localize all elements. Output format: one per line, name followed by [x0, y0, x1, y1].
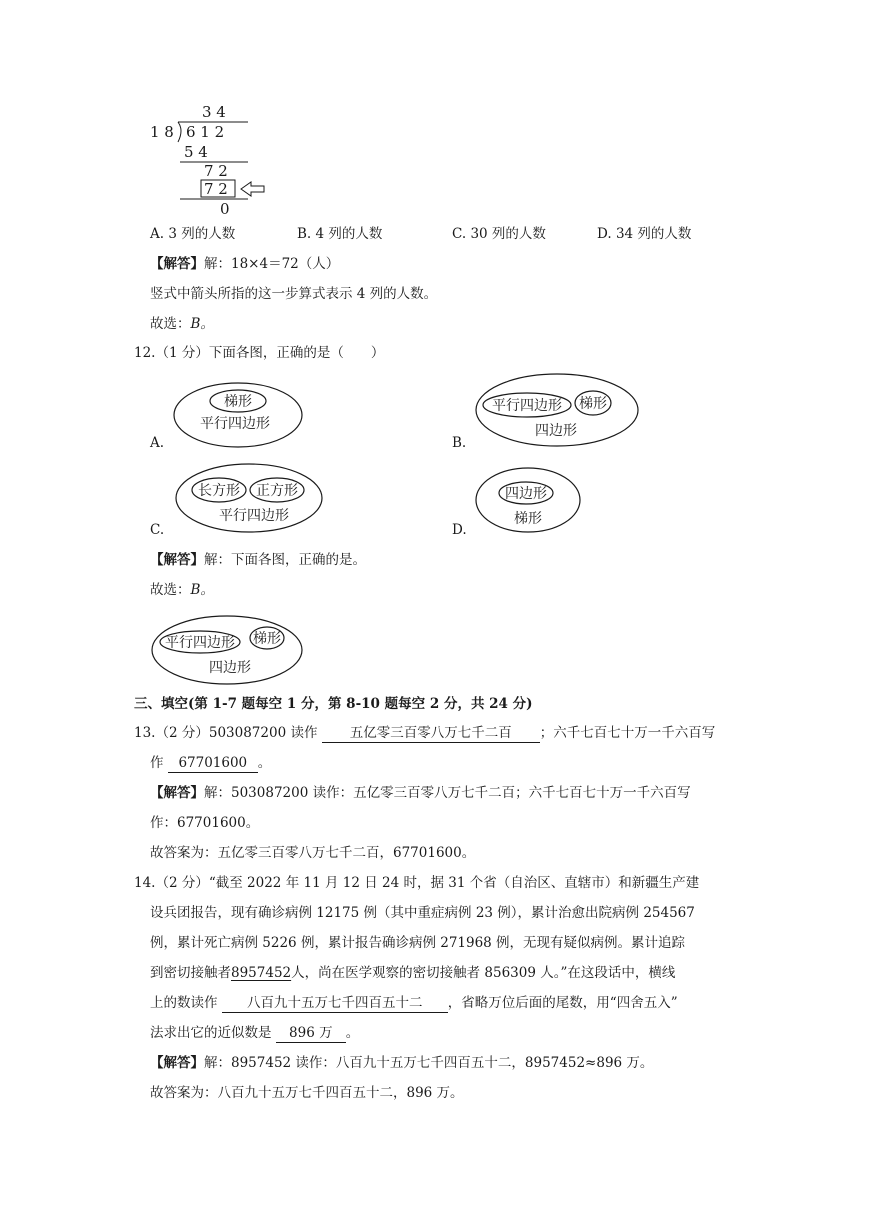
q14-text: 。 — [345, 1025, 360, 1041]
q12-option-a-letter: A. — [150, 435, 165, 451]
inner-label: 梯形 — [224, 394, 252, 410]
option-letter: A. — [150, 226, 165, 242]
outer-label: 梯形 — [514, 511, 542, 527]
option-text: 34 列的人数 — [615, 226, 692, 242]
q14-line6 — [150, 1023, 359, 1043]
q11-answer-line2: 竖式中箭头所指的这一步算式表示 4 列的人数。 — [150, 286, 438, 302]
q12-option-c-figure — [174, 462, 324, 534]
choice-value: B。 — [190, 316, 214, 332]
q13-text: 13.（2 分）503087200 读作 — [134, 725, 318, 741]
q14-line4 — [150, 963, 675, 983]
outer-label: 平行四边形 — [219, 508, 289, 524]
q12-option-b-figure — [474, 372, 640, 448]
outer-ellipse — [174, 383, 302, 447]
q13-text: ；六千七百七十万一千六百写 — [539, 725, 716, 741]
q12-option-d-letter: D. — [452, 522, 467, 538]
long-division-figure — [140, 100, 280, 220]
division-step3: 7 2 — [204, 180, 228, 198]
q13-answer-line2: 作：67701600。 — [150, 815, 260, 831]
q14-answer — [150, 1053, 653, 1073]
choice-value: B。 — [190, 582, 214, 598]
q12-answer-figure — [150, 614, 304, 686]
inner-label-2: 梯形 — [253, 631, 281, 647]
q12-option-a-figure — [172, 380, 304, 450]
division-dividend: 6 1 2 — [186, 123, 225, 141]
option-letter: C. — [452, 226, 467, 242]
q13-text: 作 — [150, 755, 164, 771]
division-step1: 5 4 — [184, 143, 208, 161]
q14-final: 故答案为：八百九十五万七千四百五十二，896 万。 — [150, 1085, 464, 1101]
choice-label: 故选： — [150, 582, 191, 598]
q13-blank-1: 五亿零三百零八万七千二百 — [322, 724, 540, 743]
q11-option-c — [452, 224, 546, 244]
q12-option-d-figure — [474, 466, 582, 534]
q11-answer-line1 — [150, 254, 339, 274]
q14-text: 到密切接触者 — [150, 965, 231, 981]
division-divisor: 1 8 — [150, 123, 174, 141]
answer-text: 解：18×4＝72（人） — [204, 256, 340, 272]
inner-label-1: 平行四边形 — [492, 398, 562, 414]
q14-line5 — [150, 993, 678, 1013]
section-heading: 三、填空(第 1-7 题每空 1 分，第 8-10 题每空 2 分，共 24 分) — [134, 696, 533, 712]
q14-line2: 设兵团报告，现有确诊病例 12175 例（其中重症病例 23 例），累计治愈出院病例 254567 — [150, 905, 695, 921]
inner-label-2: 正方形 — [256, 483, 298, 499]
option-letter: B. — [297, 226, 312, 242]
q14-blank-2: 896 万 — [276, 1024, 346, 1043]
answer-text: 解：503087200 读作：五亿零三百零八万七千二百；六千七百七十万一千六百写 — [204, 785, 691, 801]
answer-label: 【解答】 — [150, 1055, 204, 1071]
division-bracket — [178, 122, 181, 142]
q14-text: 人，尚在医学观察的密切接触者 856309 人。”在这段话中，横线 — [291, 965, 676, 981]
choice-label: 故选： — [150, 316, 191, 332]
q13-final: 故答案为：五亿零三百零八万七千二百，67701600。 — [150, 845, 476, 861]
answer-text: 解：8957452 读作：八百九十五万七千四百五十二，8957452≈896 万。 — [204, 1055, 654, 1071]
q14-underlined-number: 8957452 — [231, 965, 292, 981]
q13-answer-line1 — [150, 783, 691, 803]
q13-line2 — [150, 753, 271, 773]
q13-text: 。 — [257, 755, 272, 771]
q12-option-b-letter: B. — [452, 435, 467, 451]
q14-blank-1: 八百九十五万七千四百五十二 — [222, 994, 448, 1013]
q13-line1 — [134, 723, 715, 743]
q13-blank-2: 67701600 — [168, 754, 258, 773]
division-quotient: 3 4 — [202, 103, 226, 121]
q12-option-c-letter: C. — [150, 522, 165, 538]
q14-line1: 14.（2 分）“截至 2022 年 11 月 12 日 24 时，据 31 个省（自治区、直辖市）和新疆生产建 — [134, 875, 700, 891]
answer-label: 【解答】 — [150, 552, 204, 568]
q14-text: 法求出它的近似数是 — [150, 1025, 272, 1041]
q11-option-a — [150, 224, 235, 244]
option-text: 30 列的人数 — [470, 226, 546, 242]
answer-text: 解：下面各图，正确的是。 — [204, 552, 366, 568]
outer-label: 四边形 — [535, 423, 577, 439]
q11-option-d — [597, 224, 691, 244]
q14-text: 上的数读作 — [150, 995, 218, 1011]
q12-choice — [150, 580, 214, 600]
q12-stem: 12.（1 分）下面各图，正确的是（ ） — [134, 345, 385, 361]
option-text: 4 列的人数 — [315, 226, 383, 242]
inner-label: 四边形 — [505, 486, 547, 502]
q14-line3: 例，累计死亡病例 5226 例，累计报告确诊病例 271968 例，无现有疑似病例。累计追踪 — [150, 935, 686, 951]
option-text: 3 列的人数 — [168, 226, 236, 242]
inner-label-1: 平行四边形 — [165, 635, 235, 651]
option-letter: D. — [597, 226, 612, 242]
q12-answer — [150, 550, 366, 570]
answer-label: 【解答】 — [150, 785, 204, 801]
q11-option-b — [297, 224, 382, 244]
division-remainder: 0 — [220, 200, 230, 218]
q14-text: ，省略万位后面的尾数，用“四舍五入” — [447, 995, 678, 1011]
inner-label-1: 长方形 — [198, 483, 240, 499]
arrow-icon — [241, 182, 264, 196]
inner-label-2: 梯形 — [579, 396, 607, 412]
answer-label: 【解答】 — [150, 256, 204, 272]
outer-label: 平行四边形 — [200, 416, 270, 432]
q11-choice — [150, 314, 214, 334]
division-step2: 7 2 — [204, 162, 228, 180]
outer-label: 四边形 — [209, 660, 251, 676]
